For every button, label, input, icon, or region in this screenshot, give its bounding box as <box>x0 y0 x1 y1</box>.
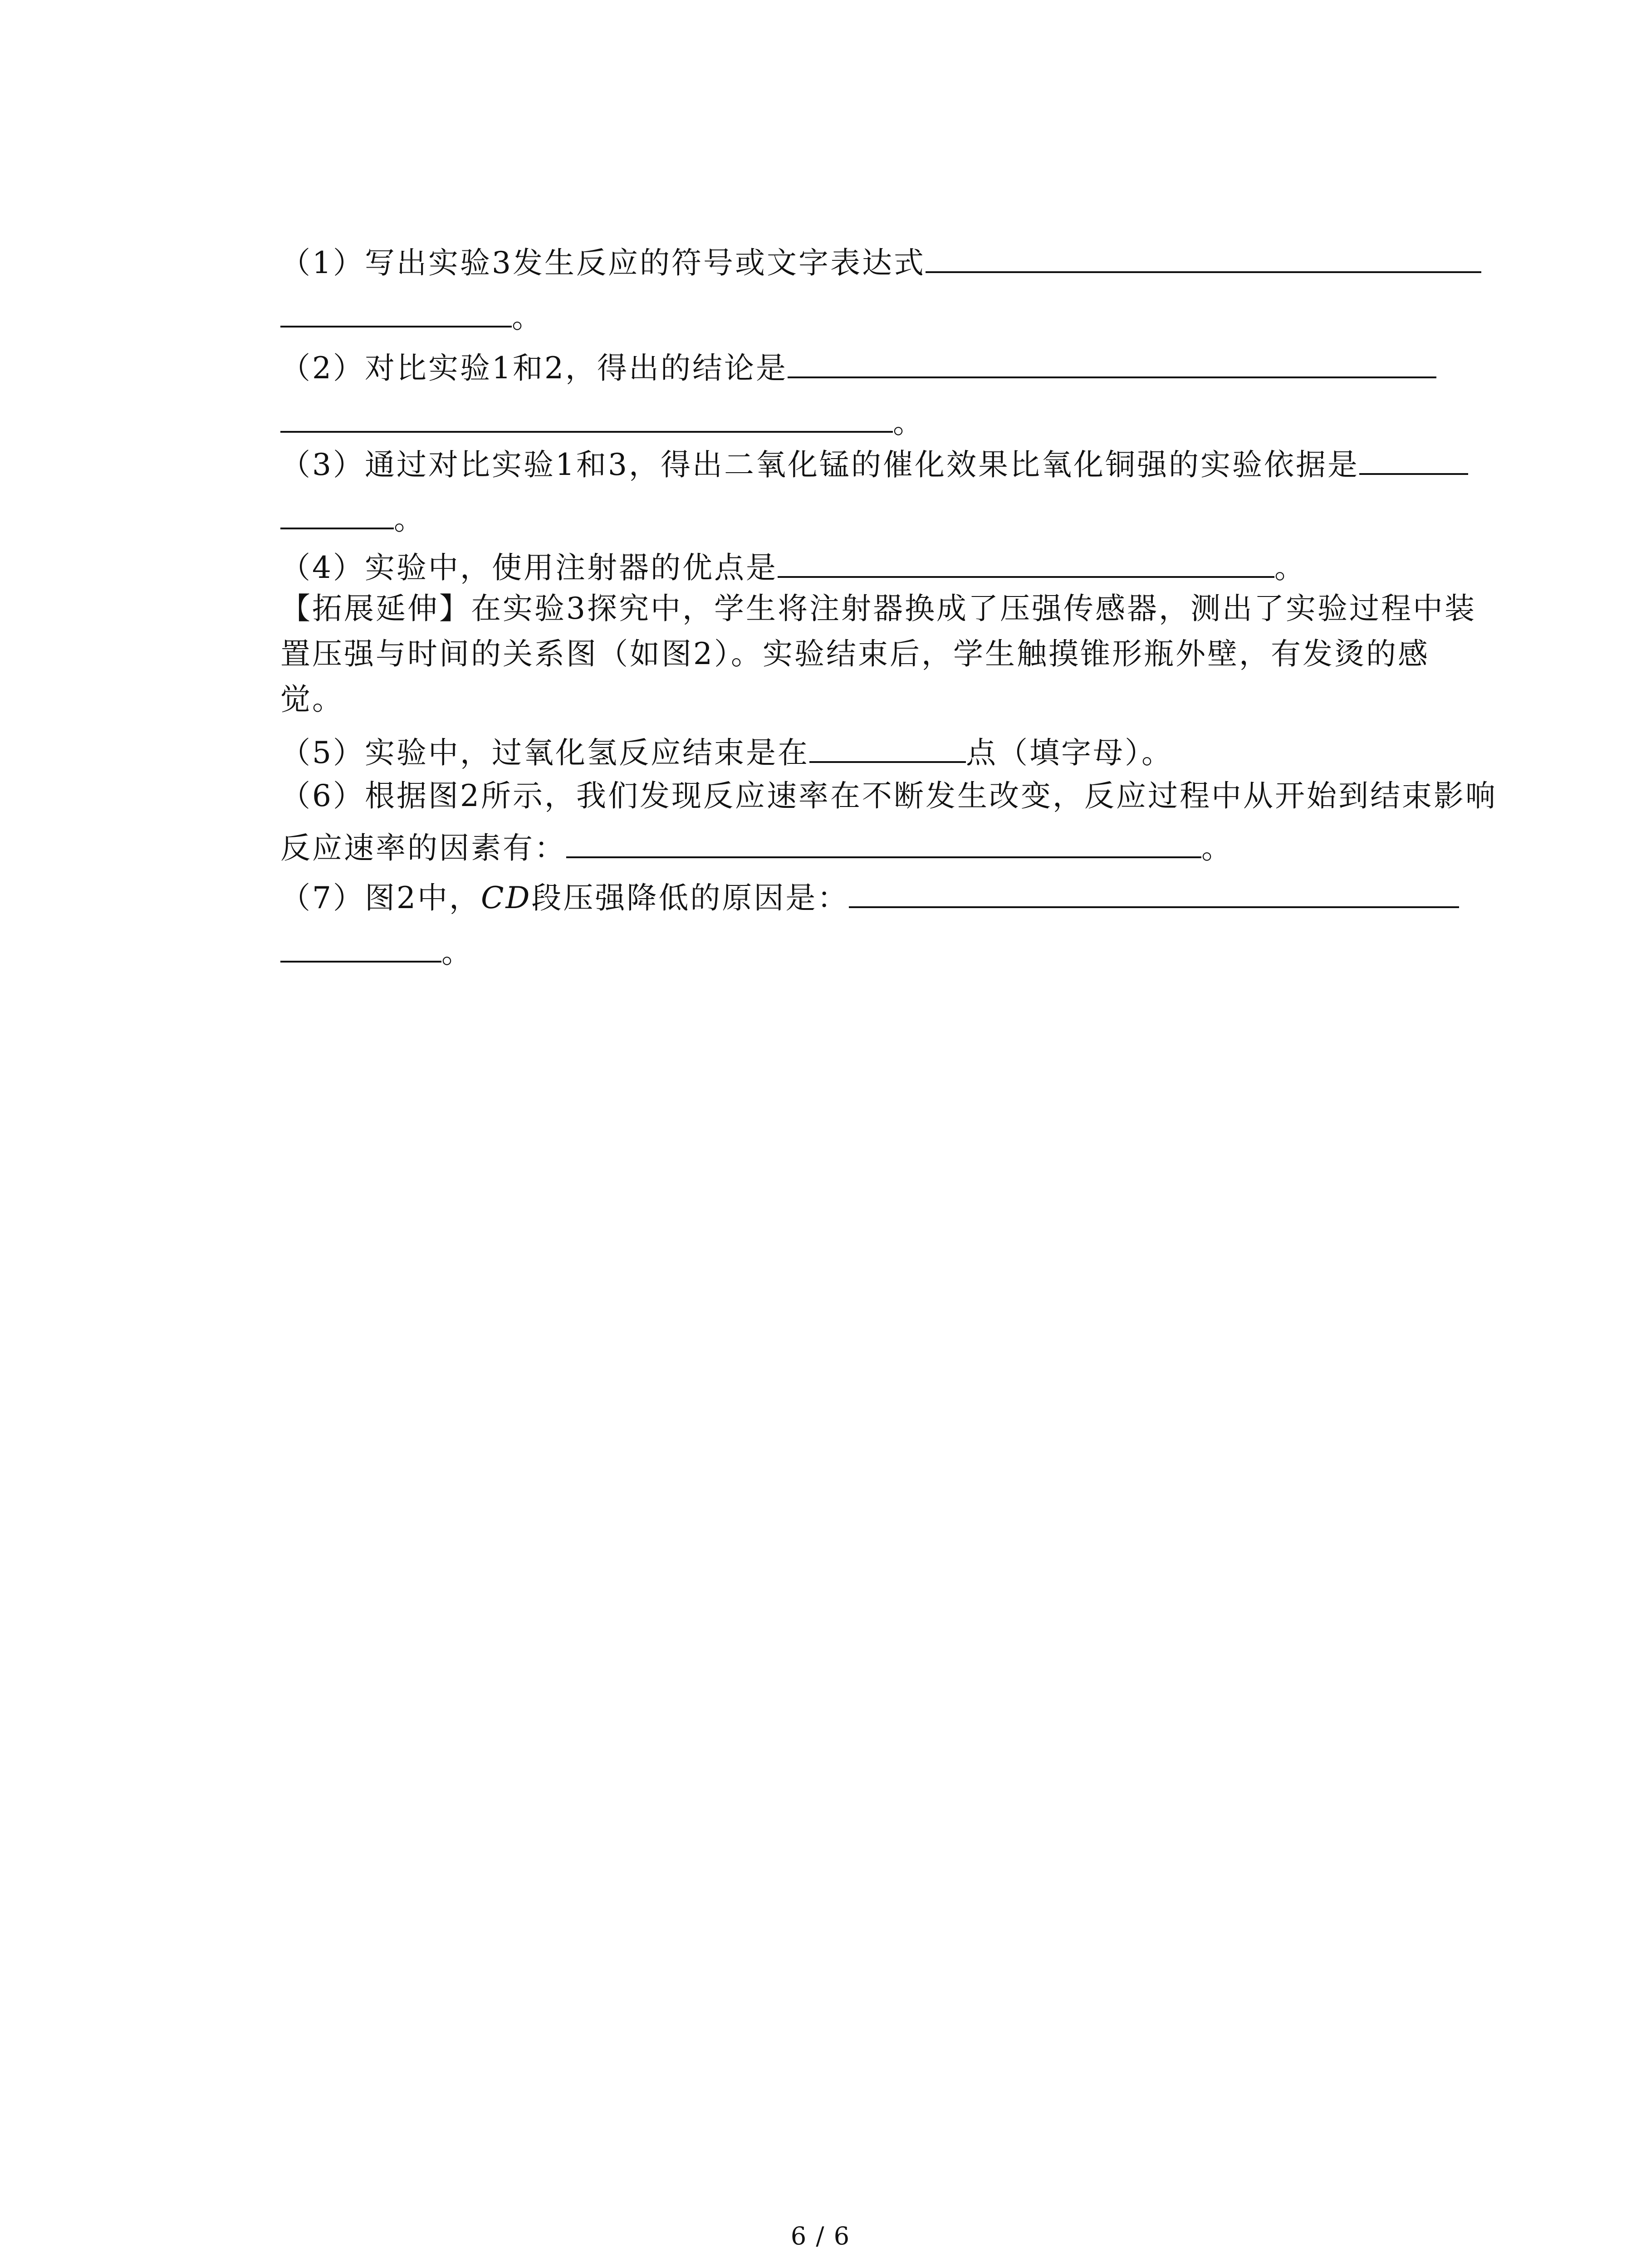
page-number: 6 / 6 <box>790 2222 851 2250</box>
question-4-text: （4）实验中，使用注射器的优点是 <box>280 550 778 585</box>
question-3-end: 。 <box>394 502 426 537</box>
question-5-text: （5）实验中，过氧化氢反应结束是在 <box>280 735 809 770</box>
answer-blank-3b[interactable] <box>280 492 394 529</box>
question-3-text: （3）通过对比实验1和3，得出二氧化锰的催化效果比氧化铜强的实验依据是 <box>280 447 1359 482</box>
answer-blank-6[interactable] <box>566 821 1201 858</box>
question-4-line <box>280 541 1306 591</box>
question-6-line-2 <box>280 821 1233 871</box>
question-6-end: 。 <box>1201 831 1233 865</box>
answer-blank-1b[interactable] <box>280 290 512 327</box>
question-7-end: 。 <box>441 935 473 970</box>
question-7-line-2 <box>280 925 473 975</box>
question-7-suffix: 段压强降低的原因是： <box>531 880 849 915</box>
answer-blank-2b[interactable] <box>280 396 893 433</box>
question-7-segment-label: CD <box>480 880 532 915</box>
question-3-line-2 <box>280 492 426 542</box>
question-2-end: 。 <box>893 405 925 440</box>
question-5-suffix: 点（填字母）。 <box>966 735 1173 770</box>
extension-line-2: 置压强与时间的关系图（如图2）。实验结束后，学生触摸锥形瓶外壁，有发烫的感 <box>280 636 1430 671</box>
question-4-end: 。 <box>1274 550 1306 585</box>
answer-blank-5[interactable] <box>809 726 966 763</box>
question-7-prefix: （7）图2中， <box>280 880 481 915</box>
question-1-text: （1）写出实验3发生反应的符号或文字表达式 <box>280 245 926 280</box>
answer-blank-7a[interactable] <box>849 871 1459 908</box>
question-1-end: 。 <box>512 300 544 335</box>
question-1-line-2 <box>280 290 544 340</box>
answer-blank-7b[interactable] <box>280 925 441 963</box>
extension-line-1: 【拓展延伸】在实验3探究中，学生将注射器换成了压强传感器，测出了实验过程中装 <box>280 591 1476 626</box>
question-1-line-1 <box>280 236 1481 286</box>
answer-blank-2a[interactable] <box>788 341 1436 378</box>
question-5-line <box>280 726 1173 776</box>
answer-blank-1a[interactable] <box>926 236 1481 273</box>
question-6-line-1: （6）根据图2所示，我们发现反应速率在不断发生改变，反应过程中从开始到结束影响 <box>280 778 1497 813</box>
question-7-line-1 <box>280 871 1459 921</box>
extension-line-3: 觉。 <box>280 682 344 717</box>
answer-blank-4[interactable] <box>778 541 1274 578</box>
question-2-text: （2）对比实验1和2，得出的结论是 <box>280 351 788 386</box>
question-2-line-1 <box>280 341 1436 391</box>
answer-blank-3a[interactable] <box>1359 438 1468 475</box>
question-3-line-1 <box>280 438 1468 488</box>
question-6-text: 反应速率的因素有： <box>280 831 566 865</box>
